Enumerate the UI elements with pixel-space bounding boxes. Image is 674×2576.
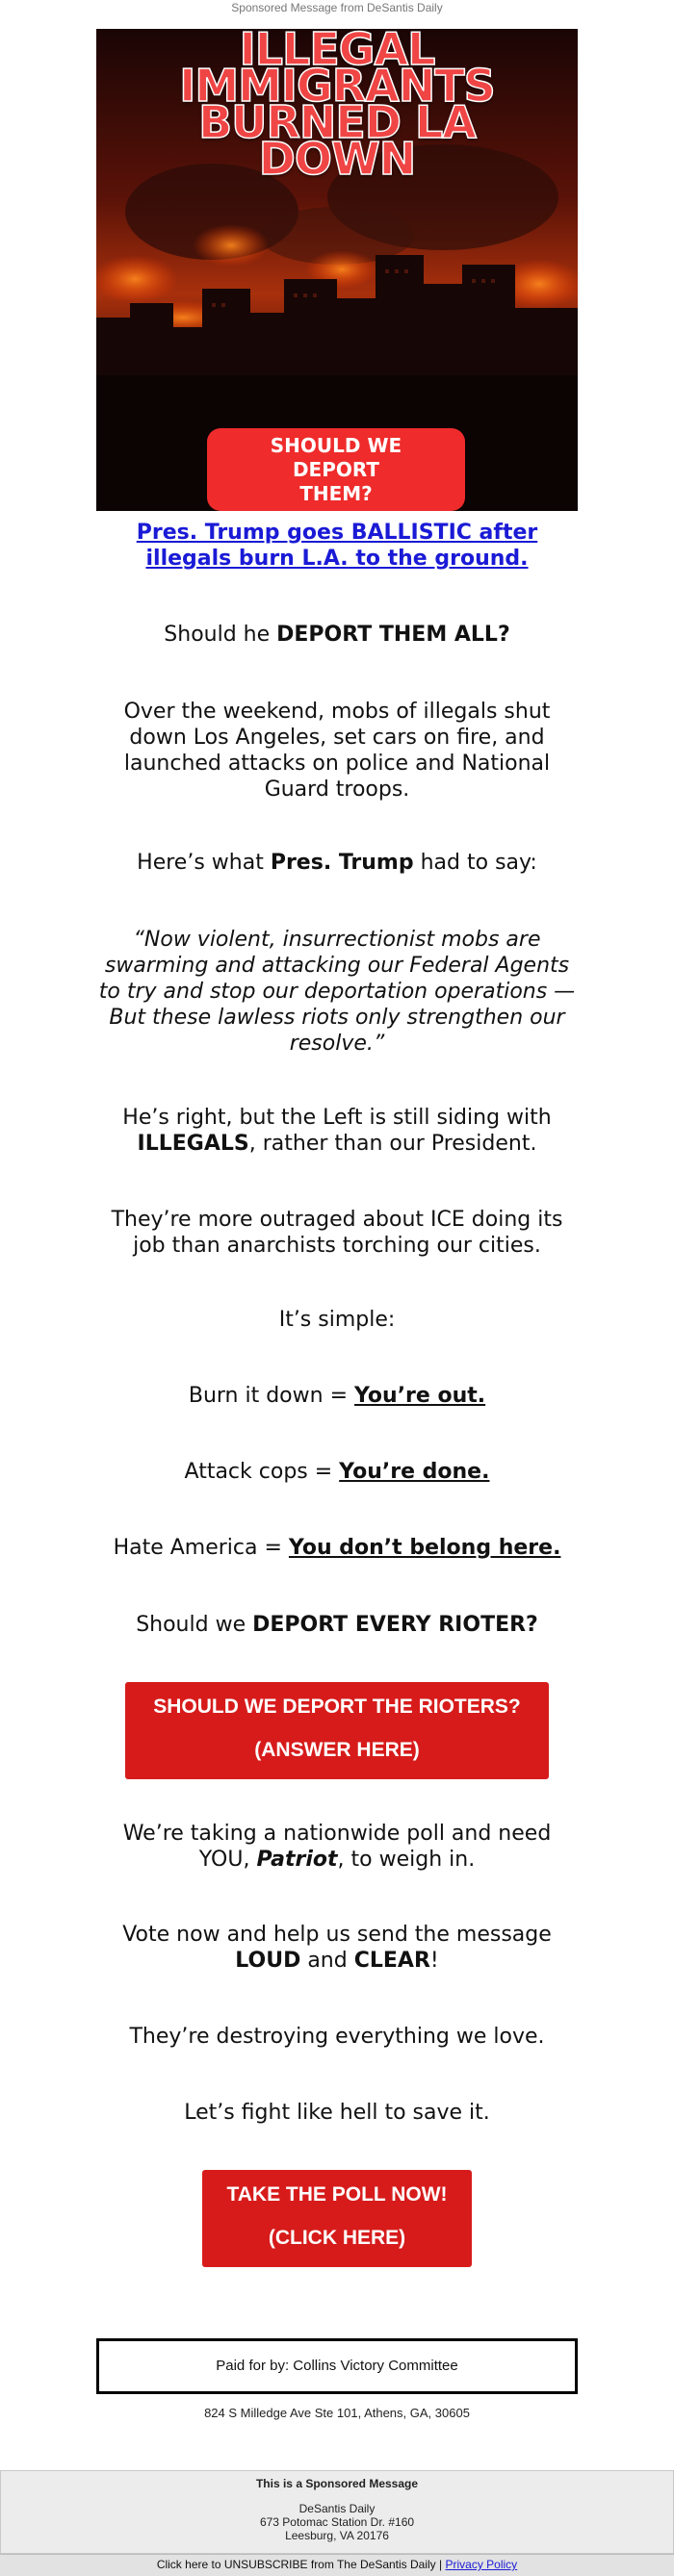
text: We’re taking a nationwide poll and need YOU, (122, 1822, 552, 1872)
footer-line: 673 Potomac Station Dr. #160 (259, 2515, 415, 2529)
bold-text: DEPORT THEM ALL? (276, 623, 510, 647)
bold-text: DEPORT EVERY RIOTER? (252, 1613, 538, 1637)
hero-title-line: IMMIGRANTS (179, 60, 495, 112)
separator: | (435, 2558, 446, 2571)
deport-rioters-button[interactable] (125, 1682, 549, 1779)
body-paragraph (96, 1105, 578, 1157)
cta-line: (CLICK HERE) (268, 2227, 406, 2249)
text: Should he (164, 623, 277, 647)
body-paragraph (96, 622, 578, 648)
body-paragraph: Let’s fight like hell to save it. (184, 2101, 490, 2125)
text: Here’s what (137, 851, 271, 875)
headline-link[interactable]: Pres. Trump goes BALLISTIC after illegals burn L.A. to the ground. (136, 521, 538, 571)
unsubscribe-link[interactable]: Click here to UNSUBSCRIBE from The DeSantis Daily (156, 2558, 436, 2571)
bold-text: CLEAR (353, 1949, 430, 1973)
body-paragraph: They’re more outraged about ICE doing its job than anarchists torching our cities. (111, 1208, 563, 1258)
body-paragraph: Over the weekend, mobs of illegals shut down Los Angeles, set cars on fire, and launched attacks on police and National Guard troops. (123, 700, 551, 802)
bold-text: LOUD (235, 1949, 301, 1973)
text: ! (429, 1949, 439, 1973)
sponsor-header: Sponsored Message from DeSantis Daily (231, 1, 443, 14)
text: Burn it down = (188, 1384, 355, 1408)
hero-button-line: SHOULD WE (270, 433, 402, 457)
bold-text: ILLEGALS (137, 1132, 249, 1156)
text: had to say: (413, 851, 537, 875)
body-paragraph (96, 850, 578, 876)
underlined-text: You’re done. (339, 1460, 490, 1484)
paid-for-box: Paid for by: Collins Victory Committee (96, 2338, 578, 2394)
hero-deport-button[interactable] (207, 428, 465, 511)
body-paragraph (96, 1821, 578, 1873)
footer-title: This is a Sponsored Message (255, 2477, 419, 2490)
privacy-policy-link[interactable]: Privacy Policy (445, 2558, 518, 2571)
body-paragraph: It’s simple: (278, 1308, 396, 1332)
body-paragraph (96, 1612, 578, 1638)
underlined-text: You’re out. (354, 1384, 486, 1408)
bold-italic-text: Patriot (256, 1848, 338, 1872)
hero-title-line: BURNED LA (198, 96, 476, 148)
text: Should we (136, 1613, 253, 1637)
hero-image[interactable] (96, 29, 578, 511)
body-paragraph: They’re destroying everything we love. (129, 2025, 545, 2049)
underlined-text: You don’t belong here. (288, 1536, 561, 1560)
cta-line: (ANSWER HERE) (254, 1739, 420, 1761)
hero-title (96, 29, 578, 185)
footer-line: Leesburg, VA 20176 (285, 2529, 389, 2542)
trump-quote: “Now violent, insurrectionist mobs are swarming and attacking our Federal Agents to try and stop our deportation operations — But these lawless riots only strengthen our resolve.” (98, 928, 576, 1056)
paid-address: 824 S Milledge Ave Ste 101, Athens, GA, 30605 (204, 2406, 470, 2420)
hero-title-line: DOWN (258, 133, 416, 185)
cta-line: TAKE THE POLL NOW! (226, 2183, 448, 2206)
cta-line: SHOULD WE DEPORT THE RIOTERS? (153, 1696, 521, 1718)
sponsor-footer (0, 2470, 674, 2554)
body-paragraph (96, 1383, 578, 1409)
take-poll-button[interactable] (202, 2170, 472, 2267)
text: , rather than our President. (248, 1132, 537, 1156)
footer-line: DeSantis Daily (298, 2502, 376, 2515)
body-paragraph (96, 1922, 578, 1974)
hero-button-line: THEM? (299, 481, 373, 505)
unsubscribe-bar (0, 2554, 674, 2576)
text: and (300, 1949, 354, 1973)
text: Vote now and help us send the message (122, 1923, 552, 1947)
text: , to weigh in. (337, 1848, 476, 1872)
hero-title-line: ILLEGAL (239, 29, 435, 75)
hero-button-line: DEPORT (292, 457, 380, 481)
body-paragraph (96, 1459, 578, 1485)
text: Hate America = (113, 1536, 289, 1560)
body-paragraph (96, 1535, 578, 1561)
text: Attack cops = (184, 1460, 340, 1484)
text: He’s right, but the Left is still siding with (122, 1106, 552, 1130)
bold-text: Pres. Trump (270, 851, 414, 875)
